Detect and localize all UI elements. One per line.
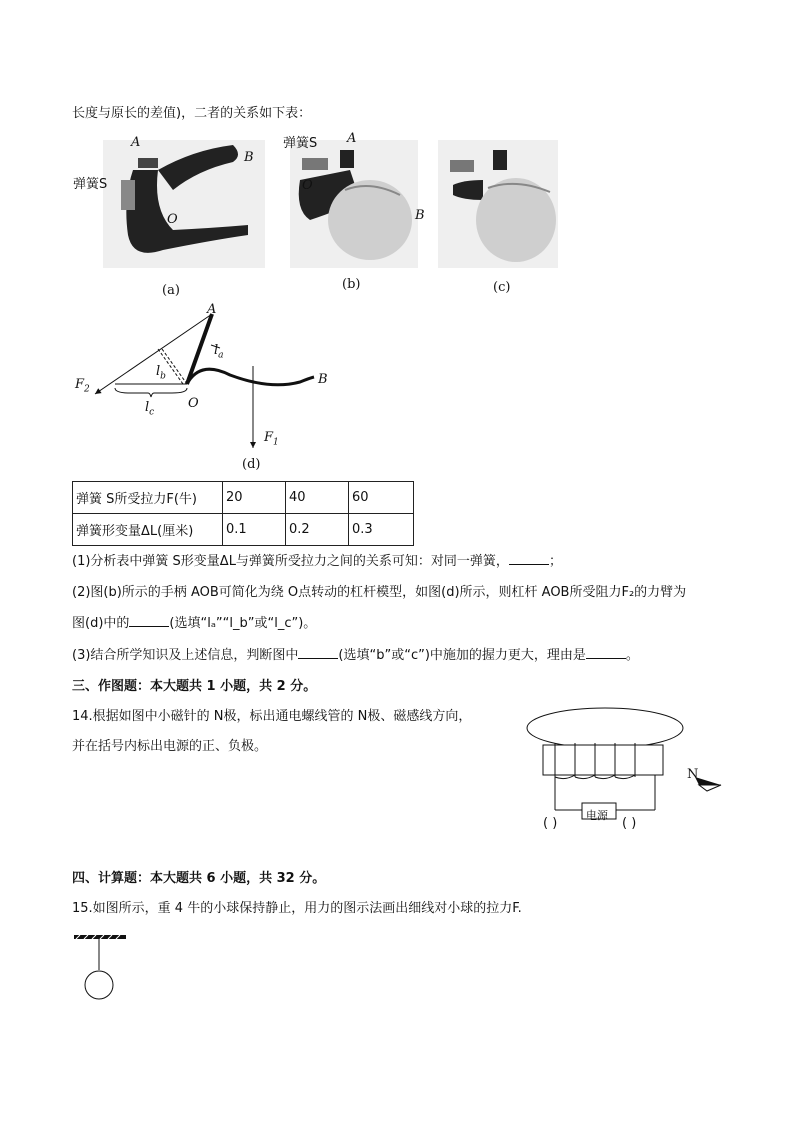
power-source-label: 电源 — [586, 809, 608, 822]
photo-a-label-O: O — [167, 212, 178, 227]
table-cell: 20 — [223, 482, 286, 514]
arm-lc-brace — [115, 388, 187, 397]
photo-a — [103, 140, 265, 268]
d-label-O: O — [188, 396, 199, 411]
answer-blank[interactable] — [298, 646, 338, 659]
photo-b-label-A: A — [347, 131, 357, 146]
table-cell: 60 — [349, 482, 414, 514]
d-label-lb: $l_b$ — [156, 364, 166, 382]
photo-a-label-A: A — [131, 135, 141, 150]
lever-diagram — [70, 300, 360, 460]
caption-d: (d) — [242, 457, 261, 472]
table-cell: 0.1 — [223, 514, 286, 546]
lever-arm-oa — [187, 314, 212, 384]
bracket-right[interactable]: ( ) — [622, 816, 637, 831]
d-label-F2: $F_2$ — [75, 377, 90, 395]
question-14-line2: 并在括号内标出电源的正、负极。 — [72, 739, 268, 754]
d-label-la: $l_a$ — [214, 343, 224, 361]
photo-b-label-spring: 弹簧S — [283, 136, 318, 151]
photo-a-label-B: B — [244, 150, 254, 165]
hanging-ball-diagram — [72, 932, 132, 1007]
question-15: 15.如图所示，重 4 牛的小球保持静止，用力的图示法画出细线对小球的拉力F. — [72, 901, 522, 916]
photo-a-label-spring: 弹簧S — [73, 177, 108, 192]
spring-data-table — [72, 481, 414, 546]
photo-b — [290, 140, 418, 268]
question-3: (3)结合所学知识及上述信息，判断图中 (选填“b”或“c”)中施加的握力更大，理由是 。 — [72, 648, 639, 663]
caption-c: (c) — [493, 280, 511, 295]
lever-arm-ob — [187, 369, 314, 385]
compass-label-n: N — [687, 767, 699, 782]
answer-blank[interactable] — [129, 614, 169, 627]
caption-a: (a) — [162, 283, 180, 298]
ball — [85, 971, 113, 999]
compass-needle-north — [695, 777, 721, 785]
d-label-lc: $l_c$ — [145, 400, 155, 418]
force-f2-arrow — [95, 314, 212, 394]
photo-c — [438, 140, 558, 268]
question-2-line1: (2)图(b)所示的手柄 AOB可简化为绕 O点转动的杠杆模型，如图(d)所示，则杠杆 AOB所受阻力F₂的力臂为 — [72, 585, 687, 600]
photo-b-label-B: B — [415, 208, 425, 223]
answer-blank[interactable] — [586, 646, 626, 659]
table-row-header: 弹簧形变量ΔL(厘米) — [73, 514, 223, 546]
bracket-left[interactable]: ( ) — [543, 816, 558, 831]
d-label-F1: $F_1$ — [264, 430, 279, 448]
caption-b: (b) — [342, 277, 361, 292]
question-2-line2: 图(d)中的 (选填“lₐ”“l_b”或“l_c”)。 — [72, 616, 317, 631]
d-label-A: A — [207, 302, 217, 317]
table-cell: 0.2 — [286, 514, 349, 546]
table-row — [73, 514, 414, 546]
answer-blank[interactable] — [509, 552, 549, 565]
photo-b-label-O: O — [302, 178, 313, 193]
table-row — [73, 482, 414, 514]
table-cell: 0.3 — [349, 514, 414, 546]
compass-needle-south — [699, 785, 721, 791]
table-row-header: 弹簧 S所受拉力F(牛) — [73, 482, 223, 514]
section-3-heading: 三、作图题：本大题共 1 小题，共 2 分。 — [72, 679, 317, 694]
question-1: (1)分析表中弹簧 S形变量ΔL与弹簧所受拉力之间的关系可知：对同一弹簧， ； — [72, 554, 562, 569]
section-4-heading: 四、计算题：本大题共 6 小题，共 32 分。 — [72, 871, 326, 886]
intro-line: 长度与原长的差值)，二者的关系如下表： — [72, 106, 312, 121]
table-cell: 40 — [286, 482, 349, 514]
d-label-B: B — [318, 372, 328, 387]
question-14-line1: 14.根据如图中小磁针的 N极，标出通电螺线管的 N极、磁感线方向， — [72, 709, 472, 724]
